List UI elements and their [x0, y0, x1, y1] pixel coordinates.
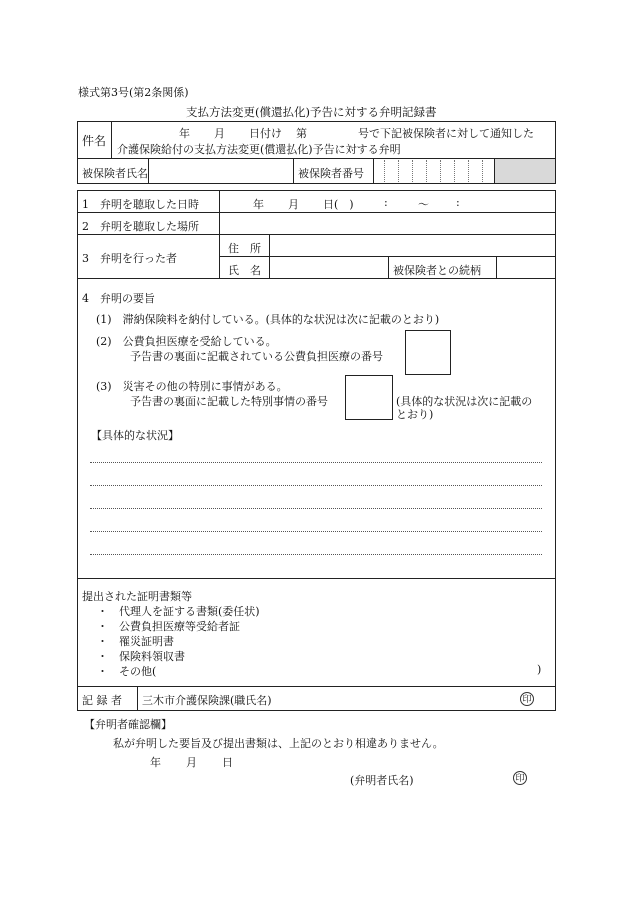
document-item[interactable]: ・ 保険料領収書	[97, 650, 185, 663]
row2-label: 2 弁明を聴取した場所	[82, 220, 199, 233]
subject-label: 件名	[82, 134, 107, 148]
gist-item1: (1) 滞納保険料を納付している。(具体的な状況は次に記載のとおり)	[96, 313, 440, 326]
documents-heading: 提出された証明書類等	[82, 590, 192, 603]
document-item[interactable]: ・ その他(	[97, 665, 157, 678]
recorder-label: 記 録 者	[82, 694, 122, 707]
special-circumstance-number-box[interactable]	[345, 375, 393, 420]
insured-name-label: 被保険者氏名	[82, 167, 148, 180]
row2-place-field[interactable]	[220, 213, 555, 234]
gist-item3-note1: (具体的な状況は次に記載の	[396, 395, 533, 408]
confirm-heading: 【弁明者確認欄】	[84, 718, 172, 731]
address-field[interactable]	[270, 235, 555, 255]
name-field[interactable]	[270, 257, 388, 277]
gist-item2-text: (2) 公費負担医療を受給している。	[96, 335, 277, 348]
insured-number-label: 被保険者番号	[298, 167, 364, 180]
relation-field[interactable]	[497, 257, 555, 277]
signer-seal: 印	[513, 771, 527, 785]
form-number: 様式第3号(第2条関係)	[78, 86, 189, 99]
situation-heading: 【具体的な状況】	[91, 429, 179, 442]
confirm-statement: 私が弁明した要旨及び提出書類は、上記のとおり相違ありません。	[113, 737, 444, 750]
address-label: 住 所	[228, 242, 261, 255]
name-label: 氏 名	[228, 264, 261, 277]
signer-label: (弁明者氏名)	[350, 774, 414, 787]
public-medical-number-box[interactable]	[405, 330, 451, 375]
insured-name-field[interactable]	[149, 159, 293, 183]
document-title: 支払方法変更(償還払化)予告に対する弁明記録書	[186, 105, 437, 119]
gist-heading: 4 弁明の要旨	[82, 292, 155, 305]
relation-label: 被保険者との続柄	[393, 264, 481, 277]
subject-line2: 介護保険給付の支払方法変更(償還払化)予告に対する弁明	[117, 143, 401, 156]
gist-item3-sub: 予告書の裏面に記載した特別事情の番号	[130, 395, 328, 408]
gist-item3-note2: とおり)	[396, 408, 434, 421]
shaded-cell	[495, 159, 555, 183]
gist-item3-text: (3) 災害その他の特別に事情がある。	[96, 380, 288, 393]
other-close-paren: )	[537, 663, 542, 676]
recorder-seal: 印	[520, 692, 534, 706]
document-item[interactable]: ・ 公費負担医療等受給者証	[97, 620, 240, 633]
gist-item2-sub: 予告書の裏面に記載されている公費負担医療の番号	[130, 350, 383, 363]
document-item[interactable]: ・ 代理人を証する書類(委任状)	[97, 605, 260, 618]
row3-label: 3 弁明を行った者	[82, 252, 177, 265]
recorder-value: 三木市介護保険課(職氏名)	[142, 694, 272, 707]
document-item[interactable]: ・ 罹災証明書	[97, 635, 174, 648]
row1-label: 1 弁明を聴取した日時	[82, 198, 199, 211]
